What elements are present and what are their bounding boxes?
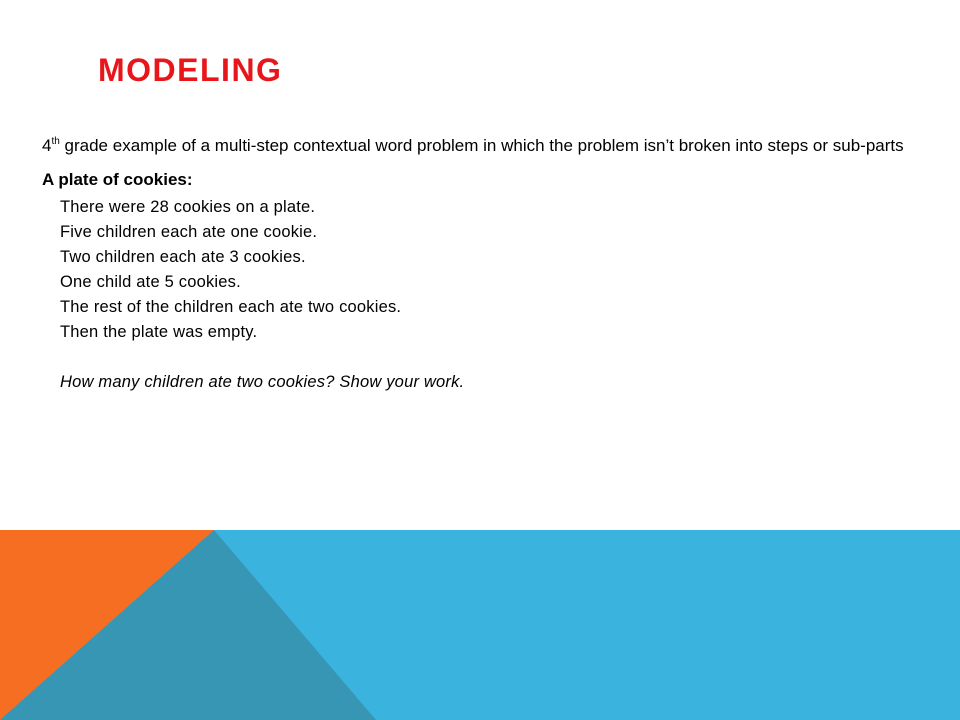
problem-line: Then the plate was empty. — [60, 323, 258, 341]
problem-line: Five children each ate one cookie. — [60, 223, 318, 241]
grade-suffix: th — [51, 136, 60, 147]
problem-heading: A plate of cookies: — [42, 170, 193, 189]
intro-text: grade example of a multi-step contextual word problem in which the problem isn’t broken into steps or sub-parts — [59, 136, 904, 155]
grade-number: 4 — [42, 136, 52, 155]
problem-question: How many children ate two cookies? Show your work. — [60, 373, 465, 391]
problem-line: The rest of the children each ate two cookies. — [60, 298, 402, 316]
slide-title: MODELING — [98, 52, 283, 88]
problem-line: There were 28 cookies on a plate. — [60, 198, 316, 216]
problem-line: Two children each ate 3 cookies. — [60, 248, 306, 266]
problem-line: One child ate 5 cookies. — [60, 273, 241, 291]
